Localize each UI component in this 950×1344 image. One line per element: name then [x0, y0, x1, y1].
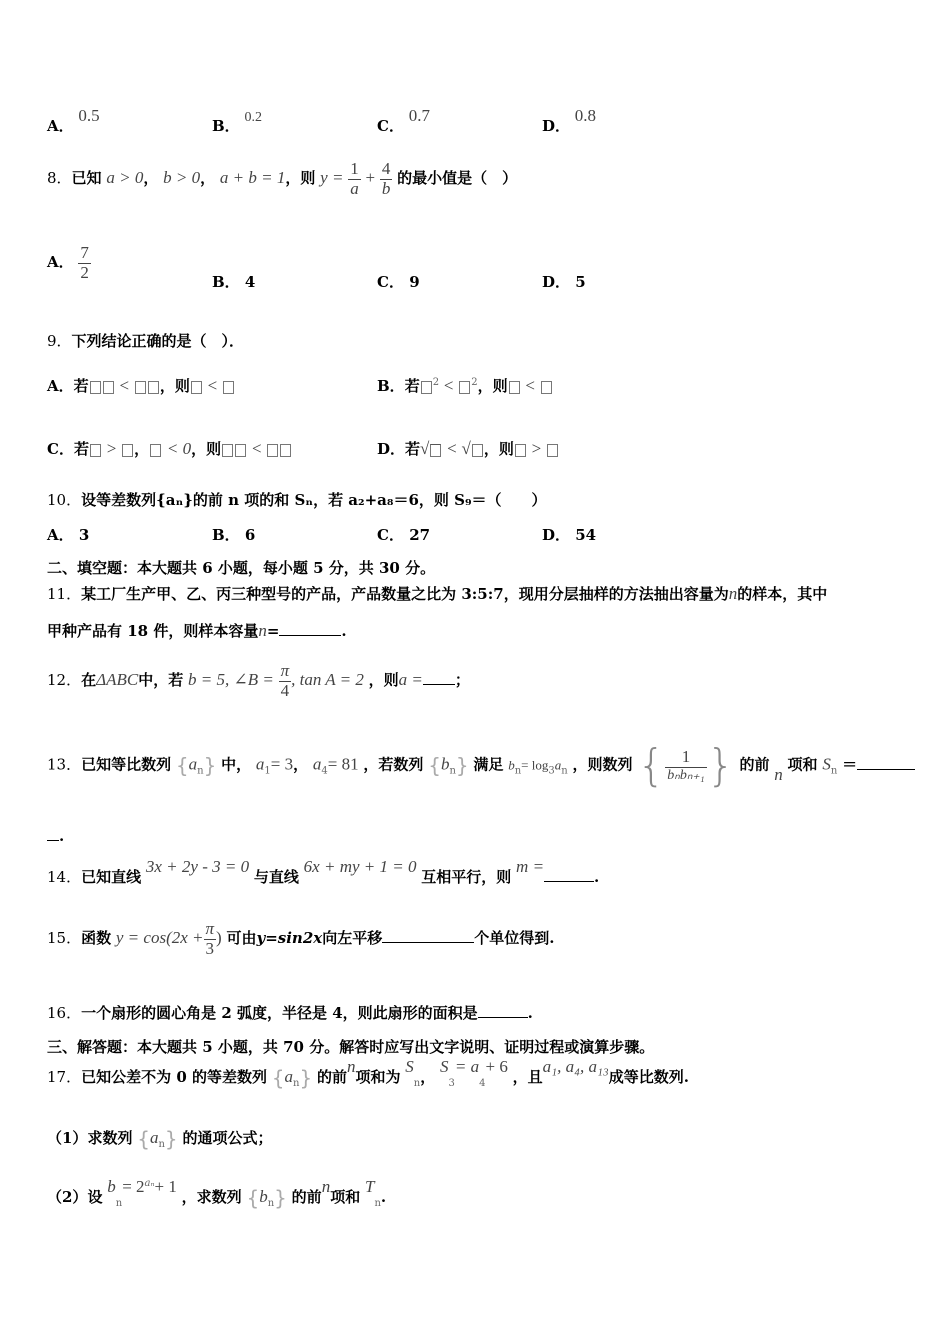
question-8: 8．已知 a > 0， b > 0， a + b = 1，则 y = $\frac{1}{a}$ + $\frac{4}{b}$ 的最小值是（ ） [47, 159, 518, 198]
answer-blank-continued [47, 826, 59, 841]
question-17: 17．已知公差不为 0 的等差数列 $\{a_n\}$ 的前n项和为 $S_n$， $S_3= a_4+ 6$ ，且a₁, a₄, a₁₃成等比数列. [47, 1057, 690, 1090]
option-value: 0.5 [78, 106, 100, 125]
fraction-1-over-bn-bn1: $\frac{1}{\text{bₙbₙ₊₁}}$ [667, 746, 705, 783]
q8-option-d: D． 5 [542, 273, 586, 291]
q10-option-c: C． 27 [377, 526, 431, 544]
question-17-part-1: （1）求数列 $\{a_n\}$ 的通项公式； [47, 1127, 273, 1151]
question-13: 13．已知等比数列 $\{a_n\}$ 中， $a_1= 3$， $a_4= 81$ ，若数列 $\{b_n\}$ 满足 $b_n= \log_3a_n$ ，则数列 { $\frac{1}{\text{bₙbₙ₊₁}}$ } 的前 n 项和 $S_n$ ＝ [47, 740, 915, 791]
option-label: C． [377, 117, 404, 135]
question-15: 15．函数 y = cos(2x + $\frac{\pi}{3}$ ) 可由y=sin2x向左平移 个单位得到. [47, 919, 555, 958]
q9-option-d: D．若√ < √ ，则 > [377, 438, 559, 459]
answer-blank[interactable] [544, 867, 594, 882]
question-12: 12．在ΔABC中，若 b = 5, ∠B = $\frac{\pi}{4}$ , tan A = 2 ，则a = ； [47, 661, 470, 700]
fraction-7-over-2: $\frac{7}{2}$ [80, 243, 89, 282]
fraction-1-over-a: $\frac{1}{a}$ [350, 159, 359, 198]
q7-option-a [47, 106, 100, 136]
q7-option-b [212, 110, 262, 136]
section-3-heading: 三、解答题：本大题共 5 小题，共 70 分。解答时应写出文字说明、证明过程或演算步骤。 [47, 1038, 655, 1056]
question-10: 10．设等差数列{aₙ}的前 n 项的和 Sₙ，若 a₂+a₈＝6，则 S₉＝（ ） [47, 491, 547, 509]
q7-option-c [377, 106, 430, 136]
question-number: 8． [47, 169, 72, 188]
q10-option-b: B． 6 [212, 526, 256, 544]
q9-option-a: A．若 < ，则 < [47, 375, 235, 396]
q9-option-b: B．若 $^2$ < $^2$，则 < [377, 375, 553, 396]
answer-blank[interactable] [423, 670, 455, 685]
option-label: A． [47, 117, 74, 135]
question-14: 14．已知直线 3x + 2y - 3 = 0 与直线 6x + my + 1 = 0 互相平行，则 m =. [47, 857, 600, 886]
answer-blank[interactable] [857, 755, 915, 770]
answer-blank[interactable] [478, 1003, 528, 1018]
fraction-4-over-b: $\frac{4}{b}$ [381, 159, 391, 198]
option-label: D． [542, 117, 571, 135]
question-13-continuation: . [47, 826, 64, 845]
question-17-part-2: （2）设 $b_n= 2^{a_n}+ 1$ ，求数列 $\{b_n\}$ 的前n项和 $T_n$. [47, 1177, 387, 1210]
question-11-line2: 甲种产品有 18 件，则样本容量n= . [47, 621, 347, 640]
q8-option-b: B． 4 [212, 273, 256, 291]
q10-option-d: D． 54 [542, 526, 597, 544]
question-11: 11．某工厂生产甲、乙、丙三种型号的产品，产品数量之比为 3:5:7，现用分层抽样的方法抽出容量为n的样本，其中 [47, 584, 828, 603]
q10-option-a: A． 3 [47, 526, 90, 544]
q8-option-c: C． 9 [377, 273, 420, 291]
option-label: B． [212, 117, 240, 135]
fraction-pi-over-3: $\frac{\pi}{3}$ [205, 919, 215, 958]
fraction-pi-over-4: $\frac{\pi}{4}$ [280, 661, 290, 700]
option-value: 0.7 [408, 106, 430, 125]
option-label: A． [47, 253, 74, 272]
q9-option-c: C．若 > ， < 0，则 < [47, 438, 292, 459]
q7-option-d [542, 106, 597, 136]
answer-blank[interactable] [382, 928, 474, 943]
question-16: 16．一个扇形的圆心角是 2 弧度，半径是 4，则此扇形的面积是 . [47, 1004, 533, 1022]
section-2-heading: 二、填空题：本大题共 6 小题，每小题 5 分，共 30 分。 [47, 559, 436, 577]
answer-blank[interactable] [279, 621, 341, 636]
q8-option-a [47, 244, 91, 282]
option-value: 0.2 [244, 110, 262, 125]
option-value: 0.8 [574, 106, 597, 125]
question-9: 9．下列结论正确的是（ ）． [47, 332, 245, 350]
